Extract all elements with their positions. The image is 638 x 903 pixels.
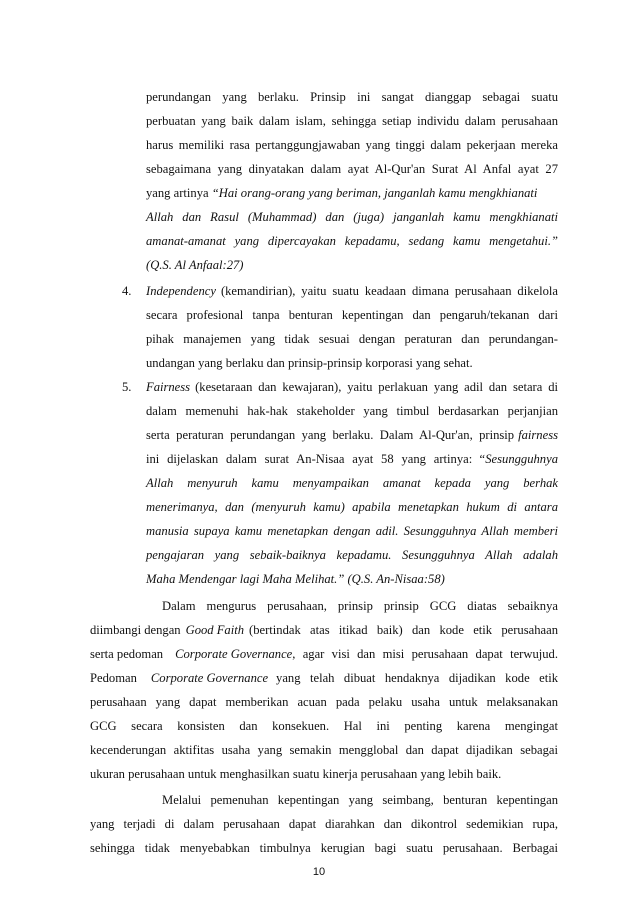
paragraph-line (90, 646, 558, 662)
text-line: pihak manajemen yang tidak sesuai dengan peraturan dan perundangan- (146, 332, 558, 346)
plain-text: serta pedoman (90, 647, 164, 661)
quote-line: pengajaran yang sebaik-baiknya kepadamu. Sesungguhnya Allah adalah (146, 548, 558, 562)
quote-line: manusia supaya kamu menetapkan dengan adil. Sesungguhnya Allah memberi (146, 524, 558, 538)
quote-line: menerimanya, dan (menyuruh kamu) apabila menetapkan hukum di antara (146, 500, 558, 514)
quote-line: amanat-amanat yang dipercayakan kepadamu, sedang kamu mengetahui.” (146, 234, 558, 248)
text-line (146, 451, 558, 467)
paragraph-line: Melalui pemenuhan kepentingan yang seimbang, benturan kepentingan (162, 793, 558, 807)
paragraph-line (90, 622, 558, 638)
paragraph-line: GCG secara konsisten dan konsekuen. Hal ini penting karena mengingat (90, 719, 558, 733)
plain-text: (kesetaraan dan kewajaran), yaitu perlakuan yang adil dan setara di (195, 380, 558, 394)
text-line: dalam memenuhi hak-hak stakeholder yang timbul berdasarkan perjanjian (146, 404, 558, 418)
text-line: perundangan yang berlaku. Prinsip ini sangat dianggap sebagai suatu (146, 90, 558, 104)
plain-text: ini dijelaskan dalam surat An-Nisaa ayat 58 yang artinya: (146, 452, 473, 466)
paragraph-line: ukuran perusahaan untuk menghasilkan suatu kinerja perusahaan yang lebih baik. (90, 767, 502, 781)
quote-text: “Hai orang-orang yang beriman, janganlah kamu mengkhianati (211, 186, 538, 200)
page-number: 10 (312, 866, 326, 878)
plain-text: (bertindak atas itikad baik) dan kode etik perusahaan (249, 623, 558, 637)
plain-text: , agar visi dan misi perusahaan dapat terwujud. (292, 647, 558, 661)
paragraph-line: perusahaan yang dapat memberikan acuan pada pelaku usaha untuk melaksanakan (90, 695, 558, 709)
text-line (146, 427, 558, 443)
plain-text: yang artinya (146, 186, 209, 200)
plain-text: (kemandirian), yaitu suatu keadaan dimana perusahaan dikelola (220, 284, 558, 298)
term: Good Faith (185, 623, 245, 637)
paragraph-line (90, 670, 558, 686)
quote-line: Allah menyuruh kamu menyampaikan amanat kepada yang berhak (146, 476, 558, 490)
quote-citation: Maha Mendengar lagi Maha Melihat.” (Q.S. An-Nisaa:58) (146, 572, 445, 586)
plain-text: Pedoman (90, 671, 137, 685)
plain-text: yang telah dibuat hendaknya dijadikan kode etik (276, 671, 558, 685)
term: fairness (518, 428, 558, 442)
text-line (146, 185, 558, 201)
paragraph-line: sehingga tidak menyebabkan timbulnya kerugian bagi suatu perusahaan. Berbagai (90, 841, 558, 855)
quote-text: “Sesungguhnya (478, 452, 558, 466)
paragraph-line: yang terjadi di dalam perusahaan dapat diarahkan dan dikontrol sedemikian rupa, (90, 817, 558, 831)
text-line: perbuatan yang baik dalam islam, sehingga setiap individu dalam perusahaan (146, 114, 558, 128)
plain-text: serta peraturan perundangan yang berlaku. Dalam Al-Qur'an, prinsip (146, 428, 515, 442)
text-line: secara profesional tanpa benturan kepentingan dan pengaruh/tekanan dari (146, 308, 558, 322)
quote-line: Allah dan Rasul (Muhammad) dan (juga) janganlah kamu mengkhianati (146, 210, 558, 224)
list-number: 5. (122, 380, 132, 394)
text-line: undangan yang berlaku dan prinsip-prinsip korporasi yang sehat. (146, 356, 473, 370)
paragraph-line: Dalam mengurus perusahaan, prinsip prinsip GCG diatas sebaiknya (162, 599, 558, 613)
list-number: 4. (122, 284, 132, 298)
term: Corporate Governance (175, 647, 293, 661)
text-line (146, 379, 558, 395)
text-line: harus memiliki rasa pertanggungjawaban yang tinggi dalam pekerjaan mereka (146, 138, 558, 152)
text-line (146, 283, 558, 299)
plain-text: diimbangi dengan (90, 623, 181, 637)
paragraph-line: kecenderungan aktifitas usaha yang semakin mengglobal dan dapat dijadikan sebagai (90, 743, 558, 757)
quote-citation: (Q.S. Al Anfaal:27) (146, 258, 244, 272)
term: Independency (146, 284, 216, 298)
text-line: sebagaimana yang dinyatakan dalam ayat Al-Qur'an Surat Al Anfal ayat 27 (146, 162, 558, 176)
term: Corporate Governance (150, 671, 269, 685)
term: Fairness (146, 380, 191, 394)
